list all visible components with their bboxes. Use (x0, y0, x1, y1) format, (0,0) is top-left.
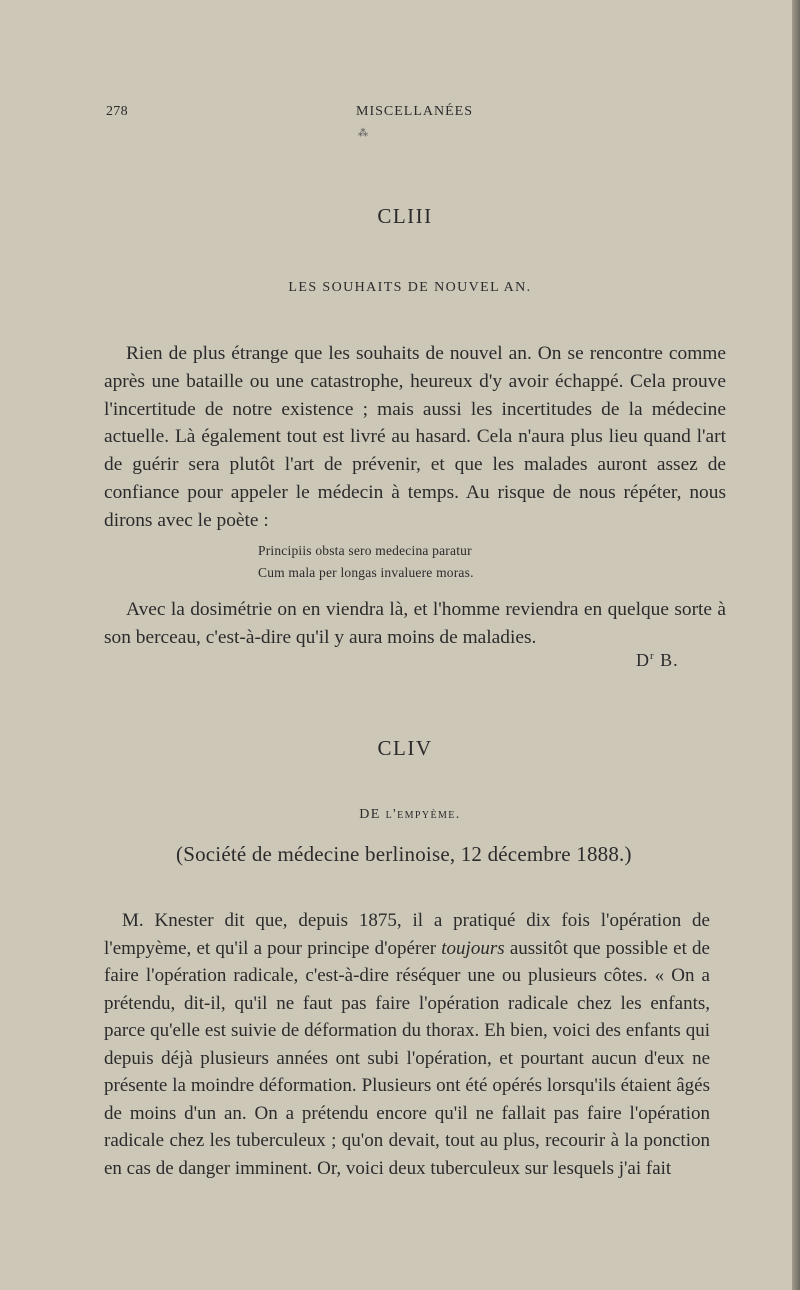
society-reference: (Société de médecine berlinoise, 12 décembre 1888.) (176, 842, 632, 866)
signature-name: B. (654, 650, 679, 670)
section-title-souhaits: LES SOUHAITS DE NOUVEL AN. (288, 280, 532, 295)
page-number: 278 (106, 104, 128, 119)
paragraph-italic: toujours (441, 937, 505, 959)
paragraph-dosimetrie: Avec la dosimétrie on en viendra là, et l'homme reviendra en quelque sorte à son berceau, c'est-à-dire qu'il y aura moins de maladies. (104, 599, 726, 648)
section-title-main: l'empyème. (385, 807, 461, 822)
verse-line-2: Cum mala per longas invaluere moras. (258, 565, 474, 580)
signature (636, 650, 679, 671)
paragraph-knester (104, 907, 710, 1182)
running-head-title: MISCELLANÉES (356, 104, 473, 119)
paragraph-text-1: M. Knester dit que, depuis 1875, il a pratiqué dix fois l'opération de l'empyème, et qu'il a pour principe d'opérer (104, 910, 710, 959)
paragraph-souhaits: Rien de plus étrange que les souhaits de nouvel an. On se rencontre comme après une bataille ou une catastrophe, heureux d'y avoir échappé. Cela prouve l'incertitude de notre existence ; mais aussi les incertitudes de la médecine actuelle. Là également tout est livré au hasard. Cela n'aura plus lieu quand l'art de guérir sera plutôt l'art de prévenir, et que les malades auront assez de confiance pour appeler le médecin à temps. Au risque de nous répéter, nous dirons avec le poète : (104, 343, 726, 531)
section-number-cliv: CLIV (377, 736, 433, 760)
signature-sup: r (650, 650, 655, 662)
section-title-prefix: DE (359, 807, 386, 822)
paragraph-text-2: aussitôt que possible et de faire l'opération radicale, c'est-à-dire réséquer une ou plusieurs côtes. « On a prétendu, dit-il, qu'il ne faut pas faire l'opération radicale chez les enfants, parce qu'elle est suivie de déformation du thorax. Eh bien, voici des enfants qui depuis déjà plusieurs années ont subi l'opération, et pourtant aucun d'eux ne présente la moindre déformation. Plusieurs ont été opérés lorsqu'ils étaient âgés de moins d'un an. On a prétendu encore qu'il ne fallait pas faire l'opération radicale chez les tuberculeux ; qu'on devait, tout au plus, recourir à la ponction en cas de danger imminent. Or, voici deux tuberculeux sur lesquels j'ai fait (104, 937, 710, 1179)
verse-line-1: Principiis obsta sero medecina paratur (258, 543, 472, 558)
section-number-cliii: CLIII (377, 204, 433, 228)
signature-prefix: D (636, 650, 650, 670)
section-title-empyeme (0, 807, 800, 823)
ornament-icon: ⁂ (358, 128, 368, 139)
page-edge (792, 0, 800, 1290)
